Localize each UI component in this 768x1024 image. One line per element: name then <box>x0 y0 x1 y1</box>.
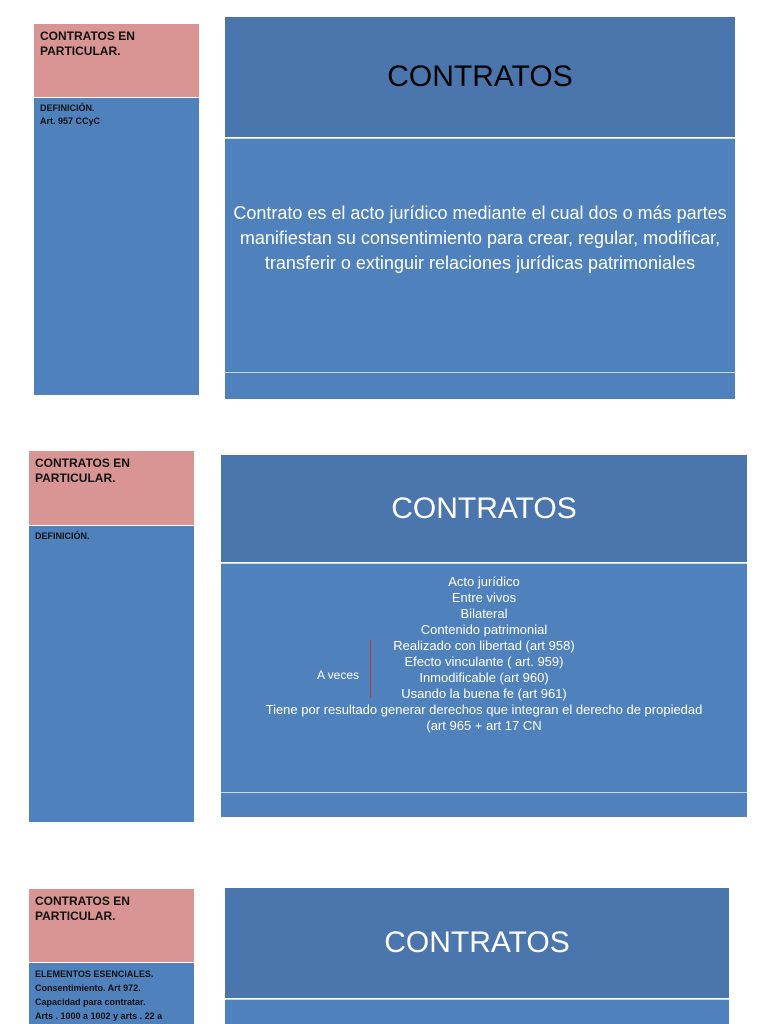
definition-text: Contrato es el acto jurídico mediante el cual dos o más partes manifiestan su consentimiento para crear, regular, modificar, transferir o extinguir relaciones jurídicas patrimoniales <box>233 203 727 273</box>
course-title: CONTRATOS EN PARTICULAR. <box>40 29 135 58</box>
slide-title: CONTRATOS <box>387 60 573 93</box>
side-line-definicion: DEFINICIÓN. <box>40 103 95 113</box>
course-title: CONTRATOS EN PARTICULAR. <box>35 456 130 485</box>
slide-title: CONTRATOS <box>391 491 577 525</box>
course-title-box <box>29 889 194 962</box>
course-title: CONTRATOS EN PARTICULAR. <box>35 894 130 923</box>
list-item: Acto jurídico <box>448 574 520 589</box>
list-item: (art 965 + art 17 CN <box>426 718 542 733</box>
content-box <box>225 999 729 1024</box>
list-item: Efecto vinculante ( art. 959) <box>404 654 564 669</box>
side-line: Arts . 1000 a 1002 y arts . 22 a <box>35 1011 163 1021</box>
title-box <box>225 888 729 998</box>
a-veces-label: A veces <box>317 668 360 682</box>
side-line: ELEMENTOS ESENCIALES. <box>35 969 154 979</box>
side-line: Consentimiento. Art 972. <box>35 983 141 993</box>
slide-title: CONTRATOS <box>384 926 570 959</box>
list-item: Inmodificable (art 960) <box>419 670 549 685</box>
side-line-article: Art. 957 CCyC <box>40 116 101 126</box>
list-item: Contenido patrimonial <box>420 622 548 637</box>
side-line-definicion: DEFINICIÓN. <box>35 531 90 541</box>
list-item: Entre vivos <box>451 590 517 605</box>
list-item: Tiene por resultado generar derechos que integran el derecho de propiedad <box>265 702 703 717</box>
list-item: Usando la buena fe (art 961) <box>401 686 567 701</box>
list-item: Realizado con libertad (art 958) <box>393 638 575 653</box>
list-item: Bilateral <box>460 606 508 621</box>
side-panel <box>29 963 194 1024</box>
side-line: Capacidad para contratar. <box>35 997 146 1007</box>
